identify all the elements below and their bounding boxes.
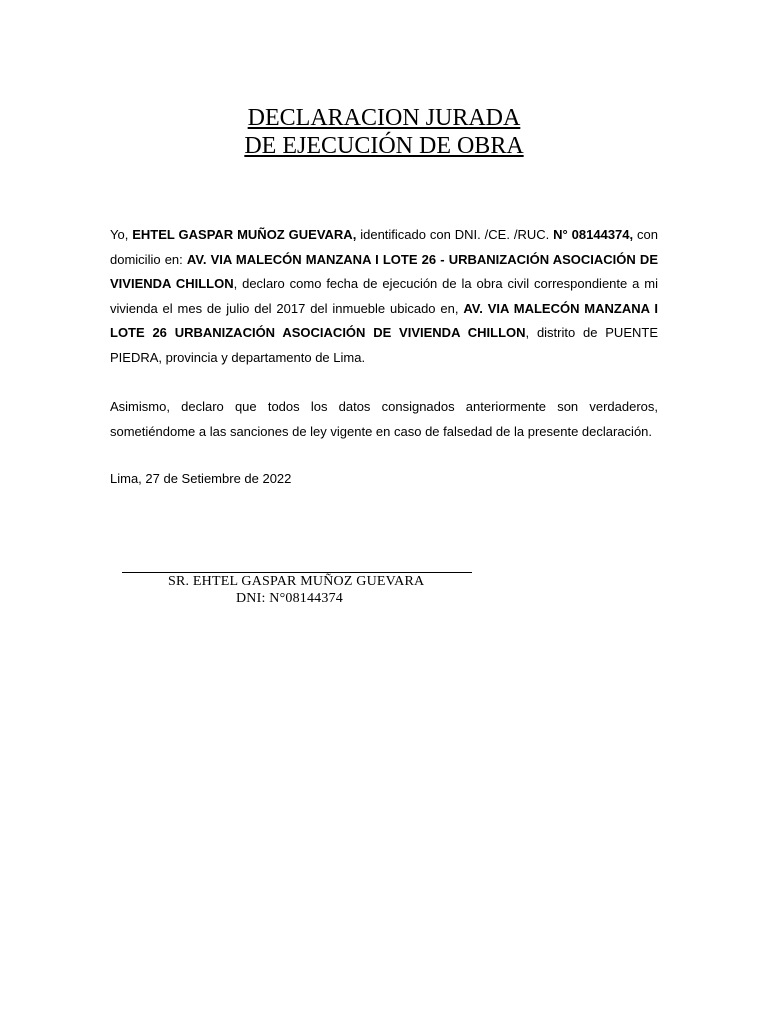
date-line: Lima, 27 de Setiembre de 2022 (110, 471, 292, 486)
address-secondary: AV. VIA MALECÓN MANZANA I LOTE 26 URBANIZACIÓN ASOCIACIÓN DE VIVIENDA CHILLON (110, 300, 658, 341)
affirmation-paragraph: Asimismo, declaro que todos los datos consignados anteriormente son verdaderos, sometiéndome a las sanciones de ley vigente en caso de falsedad de la presente declaración. (110, 399, 658, 439)
p1-text-3: con domicilio en: (110, 227, 658, 267)
title-line-1: DECLARACION JURADA (247, 105, 521, 131)
title-line-2: DE EJECUCIÓN DE OBRA (244, 133, 524, 159)
document-title (0, 104, 768, 160)
document-number: N° 08144374, (553, 227, 634, 242)
declarant-name: EHTEL GASPAR MUÑOZ GUEVARA, (132, 227, 357, 242)
address-primary: AV. VIA MALECÓN MANZANA I LOTE 26 - URBANIZACIÓN ASOCIACIÓN DE VIVIENDA CHILLON (110, 251, 658, 292)
p1-text-2: identificado con DNI. /CE. /RUC. (356, 227, 554, 242)
signatory-dni: DNI: N°08144374 (236, 591, 343, 606)
signatory-name: SR. EHTEL GASPAR MUÑOZ GUEVARA (168, 574, 425, 589)
declaration-paragraph (110, 223, 658, 371)
p1-text-4: , declaro como fecha de ejecución de la obra civil correspondiente a mi vivienda el mes de julio del 2017 del inmueble ubicado en, (110, 276, 658, 316)
p1-text-5: , distrito de PUENTE PIEDRA, provincia y departamento de Lima. (110, 325, 658, 365)
p1-text-1: Yo, (110, 227, 133, 242)
